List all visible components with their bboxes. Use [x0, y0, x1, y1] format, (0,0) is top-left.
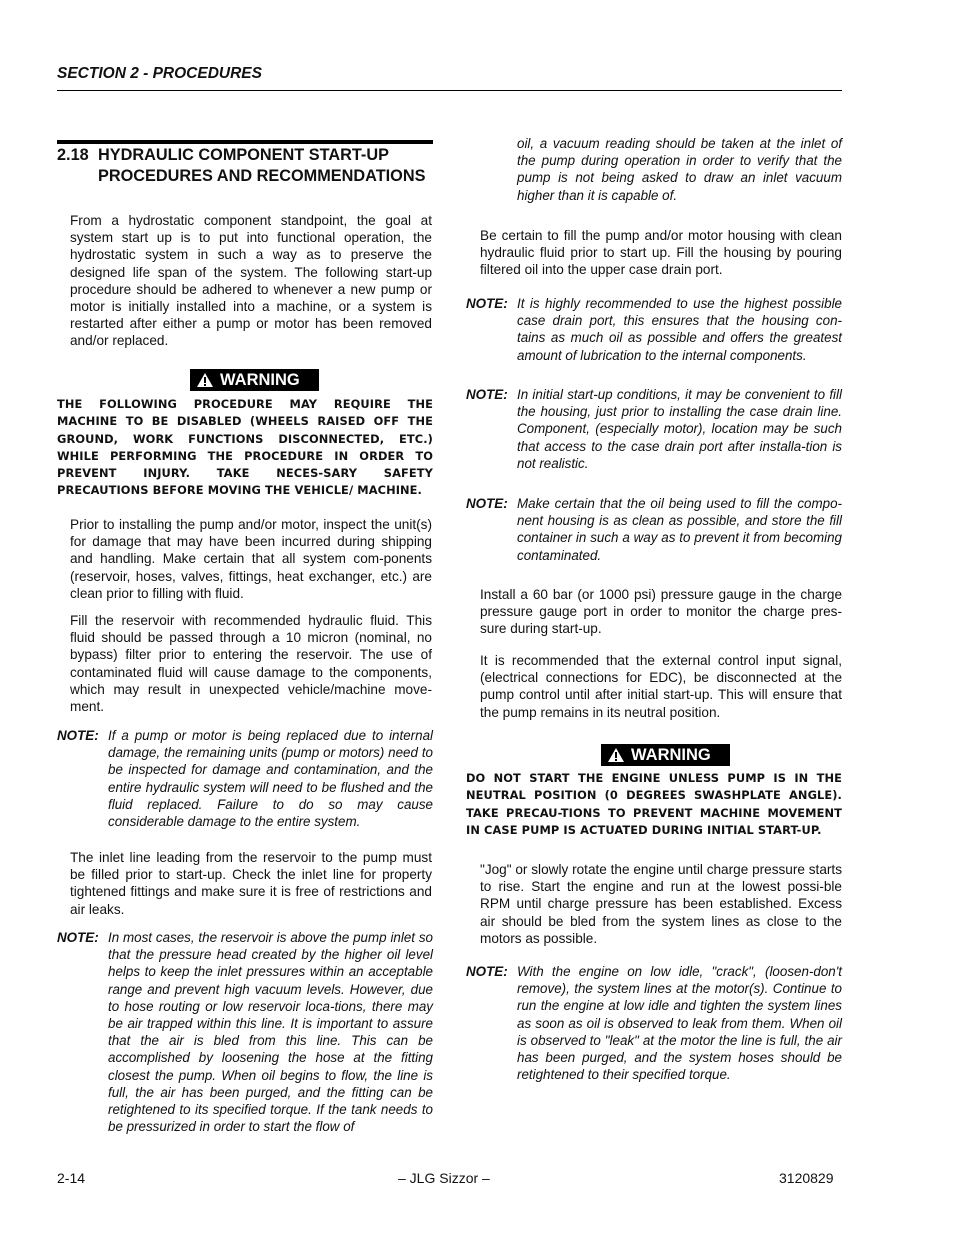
note-label: NOTE: [57, 930, 99, 945]
page-header-title: SECTION 2 - PROCEDURES [57, 65, 262, 82]
housing-paragraph: Be certain to fill the pump and/or motor housing with clean hydraulic fluid prior to start up. Fill the housing by pouring filtered oil into the upper case drain port. [480, 228, 842, 278]
inspect-paragraph: Prior to installing the pump and/or motor, inspect the unit(s) for damage that may have been incurred during shipping and handling. Make certain that all system com-ponents (reservoir, hoses, valves, fittings, heat exchanger, etc.) are clean prior to filling with fluid. [70, 517, 432, 601]
note-block [57, 929, 433, 1139]
warning-badge [190, 369, 319, 391]
note-label: NOTE: [466, 964, 508, 979]
warning-label: WARNING [631, 745, 711, 764]
warning-triangle-icon [607, 747, 625, 763]
note-block [466, 495, 842, 567]
document-number: 3120829 [779, 1170, 834, 1186]
header-divider [57, 90, 842, 91]
note-continuation [466, 135, 842, 207]
note-text: With the engine on low idle, "crack", (loosen-don't remove), the system lines at the motor(s). Continue to run the engine at low idle and tighten the system lines as soon as oil is observed to leak from them. When oil is observed to "leak" at the motor the line is full, the air has been purged, and the system hoses should be retightened to their specified torque. [517, 964, 842, 1083]
note-text: In most cases, the reservoir is above the pump inlet so that the pressure head created by the higher oil level helps to keep the inlet pressures within an acceptable range and prevent high vacuum levels. However, due to hose routing or low reservoir loca-tions, there may be air trapped within this line. It is important to assure that the air is bled from this line. This can be accomplished by loosening the hose at the fitting closest the pump. When oil begins to flow, the line is full, the air has been purged, and the fitting can be retightened to its specified torque. If the tank needs to be pressurized in order to start the flow of [108, 930, 433, 1135]
warning-text: DO NOT START THE ENGINE UNLESS PUMP IS IN THE NEUTRAL POSITION (0 DEGREES SWASHPLATE ANGLE). TAKE PRECAU-TIONS TO PREVENT MACHINE MOVEMENT IN CASE PUMP IS ACTUATED DURING INITIAL START-UP. [466, 771, 842, 837]
warning-badge [601, 744, 730, 766]
note-block [466, 295, 842, 367]
section-number: 2.18 [57, 146, 89, 164]
warning-text: THE FOLLOWING PROCEDURE MAY REQUIRE THE MACHINE TO BE DISABLED (WHEELS RAISED OFF THE GROUND, WORK FUNCTIONS DISCONNECTED, ETC.) WHILE PERFORMING THE PROCEDURE IN ORDER TO PREVENT INJURY. TAKE NECES-SARY SAFETY PRECAUTIONS BEFORE MOVING THE VEHICLE/ MACHINE. [57, 397, 433, 498]
control-paragraph: It is recommended that the external control input signal, (electrical connections for EDC), be disconnected at the pump control until after initial start-up. This will ensure that the pump remains in its neutral position. [480, 653, 842, 720]
note-block [57, 727, 433, 830]
note-label: NOTE: [57, 728, 99, 743]
section-title: HYDRAULIC COMPONENT START-UP PROCEDURES AND RECOMMENDATIONS [98, 146, 426, 185]
note-label: NOTE: [466, 496, 508, 511]
note-text: It is highly recommended to use the highest possible case drain port, this ensures that the housing con-tains as much oil as possible and offers the greatest amount of lubrication to the internal components. [517, 296, 842, 363]
warning-label: WARNING [220, 370, 300, 389]
page-number: 2-14 [57, 1170, 86, 1186]
note-block [466, 386, 842, 474]
inlet-paragraph: The inlet line leading from the reservoir to the pump must be filled prior to start-up. Check the inlet line for property tightened fittings and make sure it is free of restrictions and air leaks. [70, 850, 432, 917]
note-text: Make certain that the oil being used to fill the compo-nent housing is as clean as possible, and store the fill container in such a way as to prevent it from becoming contaminated. [517, 496, 842, 563]
note-label: NOTE: [466, 387, 508, 402]
section-rule [57, 140, 433, 144]
fill-paragraph: Fill the reservoir with recommended hydraulic fluid. This fluid should be passed through a 10 micron (nominal, no bypass) filter prior to entering the reservoir. The use of contaminated fluid will cause damage to the components, which may result in unexpected vehicle/machine move-ment. [70, 613, 432, 715]
note-text: In initial start-up conditions, it may be convenient to fill the housing, just prior to installing the case drain line. Component, (especially motor), location may be such that access to the case drain port after installa-tion is not realistic. [517, 387, 842, 471]
warning-triangle-icon [196, 372, 214, 388]
footer-title: – JLG Sizzor – [398, 1170, 490, 1186]
note-text: oil, a vacuum reading should be taken at the inlet of the pump during operation in order to verify that the pump is not being asked to draw an inlet vacuum higher than it is capable of. [517, 136, 842, 203]
gauge-paragraph: Install a 60 bar (or 1000 psi) pressure gauge in the charge pressure gauge port in order to monitor the charge pres-sure during start-up. [480, 587, 842, 637]
note-text: If a pump or motor is being replaced due to internal damage, the remaining units (pump or motors) need to be inspected for damage and contamination, and the entire hydraulic system will need to be flushed and the fluid replaced. Failure to do so may cause considerable damage to the entire system. [108, 728, 433, 830]
intro-paragraph: From a hydrostatic component standpoint, the goal at system start up is to put into functional operation, the hydrostatic system in such a way as to preserve the designed life span of the system. The following start-up procedure should be adhered to whenever a new pump or motor is initially installed into a machine, or a system is restarted after either a pump or motor has been removed and/or replaced. [70, 213, 432, 349]
jog-paragraph: "Jog" or slowly rotate the engine until charge pressure starts to rise. Start the engine and run at the lowest possi-ble RPM until charge pressure has been established. Excess air should be bled from the system lines as close to the motors as possible. [480, 862, 842, 946]
note-label: NOTE: [466, 296, 508, 311]
note-block [466, 963, 842, 1083]
